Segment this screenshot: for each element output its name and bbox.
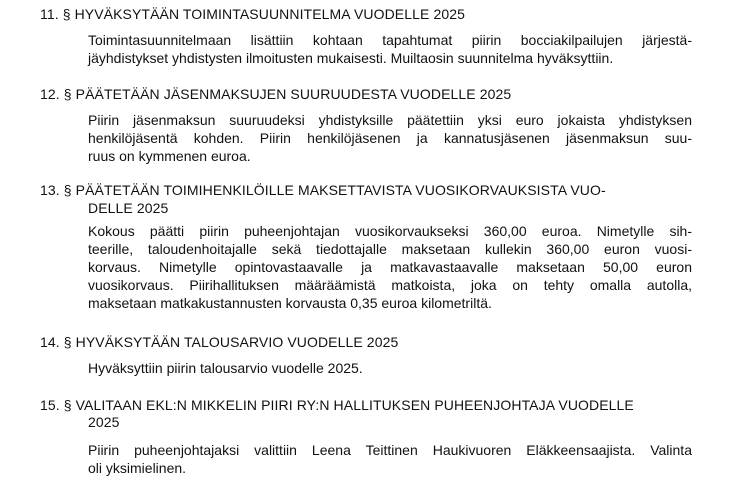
body-line: jäyhdistykset yhdistysten ilmoitusten mukaisesti. Muiltaosin suunnitelma hyväksyttiin. (88, 50, 614, 66)
body-line: Toimintasuunnitelmaan lisättiin kohtaan tapahtumat piirin bocciakilpailujen järjestä- (88, 32, 692, 48)
body-line: Kokous päätti piirin puheenjohtajan vuosikorvaukseksi 360,00 euroa. Nimetylle sih- (88, 223, 692, 239)
section-heading: 12. § PÄÄTETÄÄN JÄSENMAKSUJEN SUURUUDESTA VUODELLE 2025 (40, 86, 512, 102)
section-heading: 14. § HYVÄKSYTÄÄN TALOUSARVIO VUODELLE 2025 (40, 334, 399, 350)
section-heading-continuation: DELLE 2025 (88, 200, 169, 216)
body-line: Piirin puheenjohtajaksi valittiin Leena Teittinen Haukivuoren Eläkkeensaajista. Valinta (88, 442, 692, 458)
section-heading-continuation: 2025 (88, 414, 120, 430)
body-line: maksetaan matkakustannusten korvausta 0,35 euroa kilometriltä. (88, 295, 492, 311)
body-line: Piirin jäsenmaksun suuruudeksi yhdistyksille päätettiin yksi euro jokaista yhdistyksen (88, 112, 692, 128)
section-heading: 15. § VALITAAN EKL:N MIKKELIN PIIRI RY:N HALLITUKSEN PUHEENJOHTAJA VUODELLE (40, 397, 634, 413)
body-line: henkilöjäsentä kohden. Piirin henkilöjäsenen ja kannatusjäsenen jäsenmaksun suu- (88, 130, 692, 146)
body-line: korvaus. Nimetylle opintovastaavalle ja matkavastaavalle maksetaan 50,00 euron (88, 259, 692, 275)
body-line: teerille, taloudenhoitajalle sekä tiedottajalle maksetaan kullekin 360,00 euron vuosi- (88, 241, 692, 257)
section-heading: 11. § HYVÄKSYTÄÄN TOIMINTASUUNNITELMA VUODELLE 2025 (40, 6, 465, 22)
body-line: oli yksimielinen. (88, 460, 187, 476)
body-line: Hyväksyttiin piirin talousarvio vuodelle 2025. (88, 360, 363, 376)
body-line: ruus on kymmenen euroa. (88, 148, 251, 164)
body-line: vuosikorvaus. Piirihallituksen määräämistä matkoista, joka on tehty omalla autolla, (88, 277, 692, 293)
section-heading: 13. § PÄÄTETÄÄN TOIMIHENKILÖILLE MAKSETTAVISTA VUOSIKORVAUKSISTA VUO- (40, 182, 606, 198)
